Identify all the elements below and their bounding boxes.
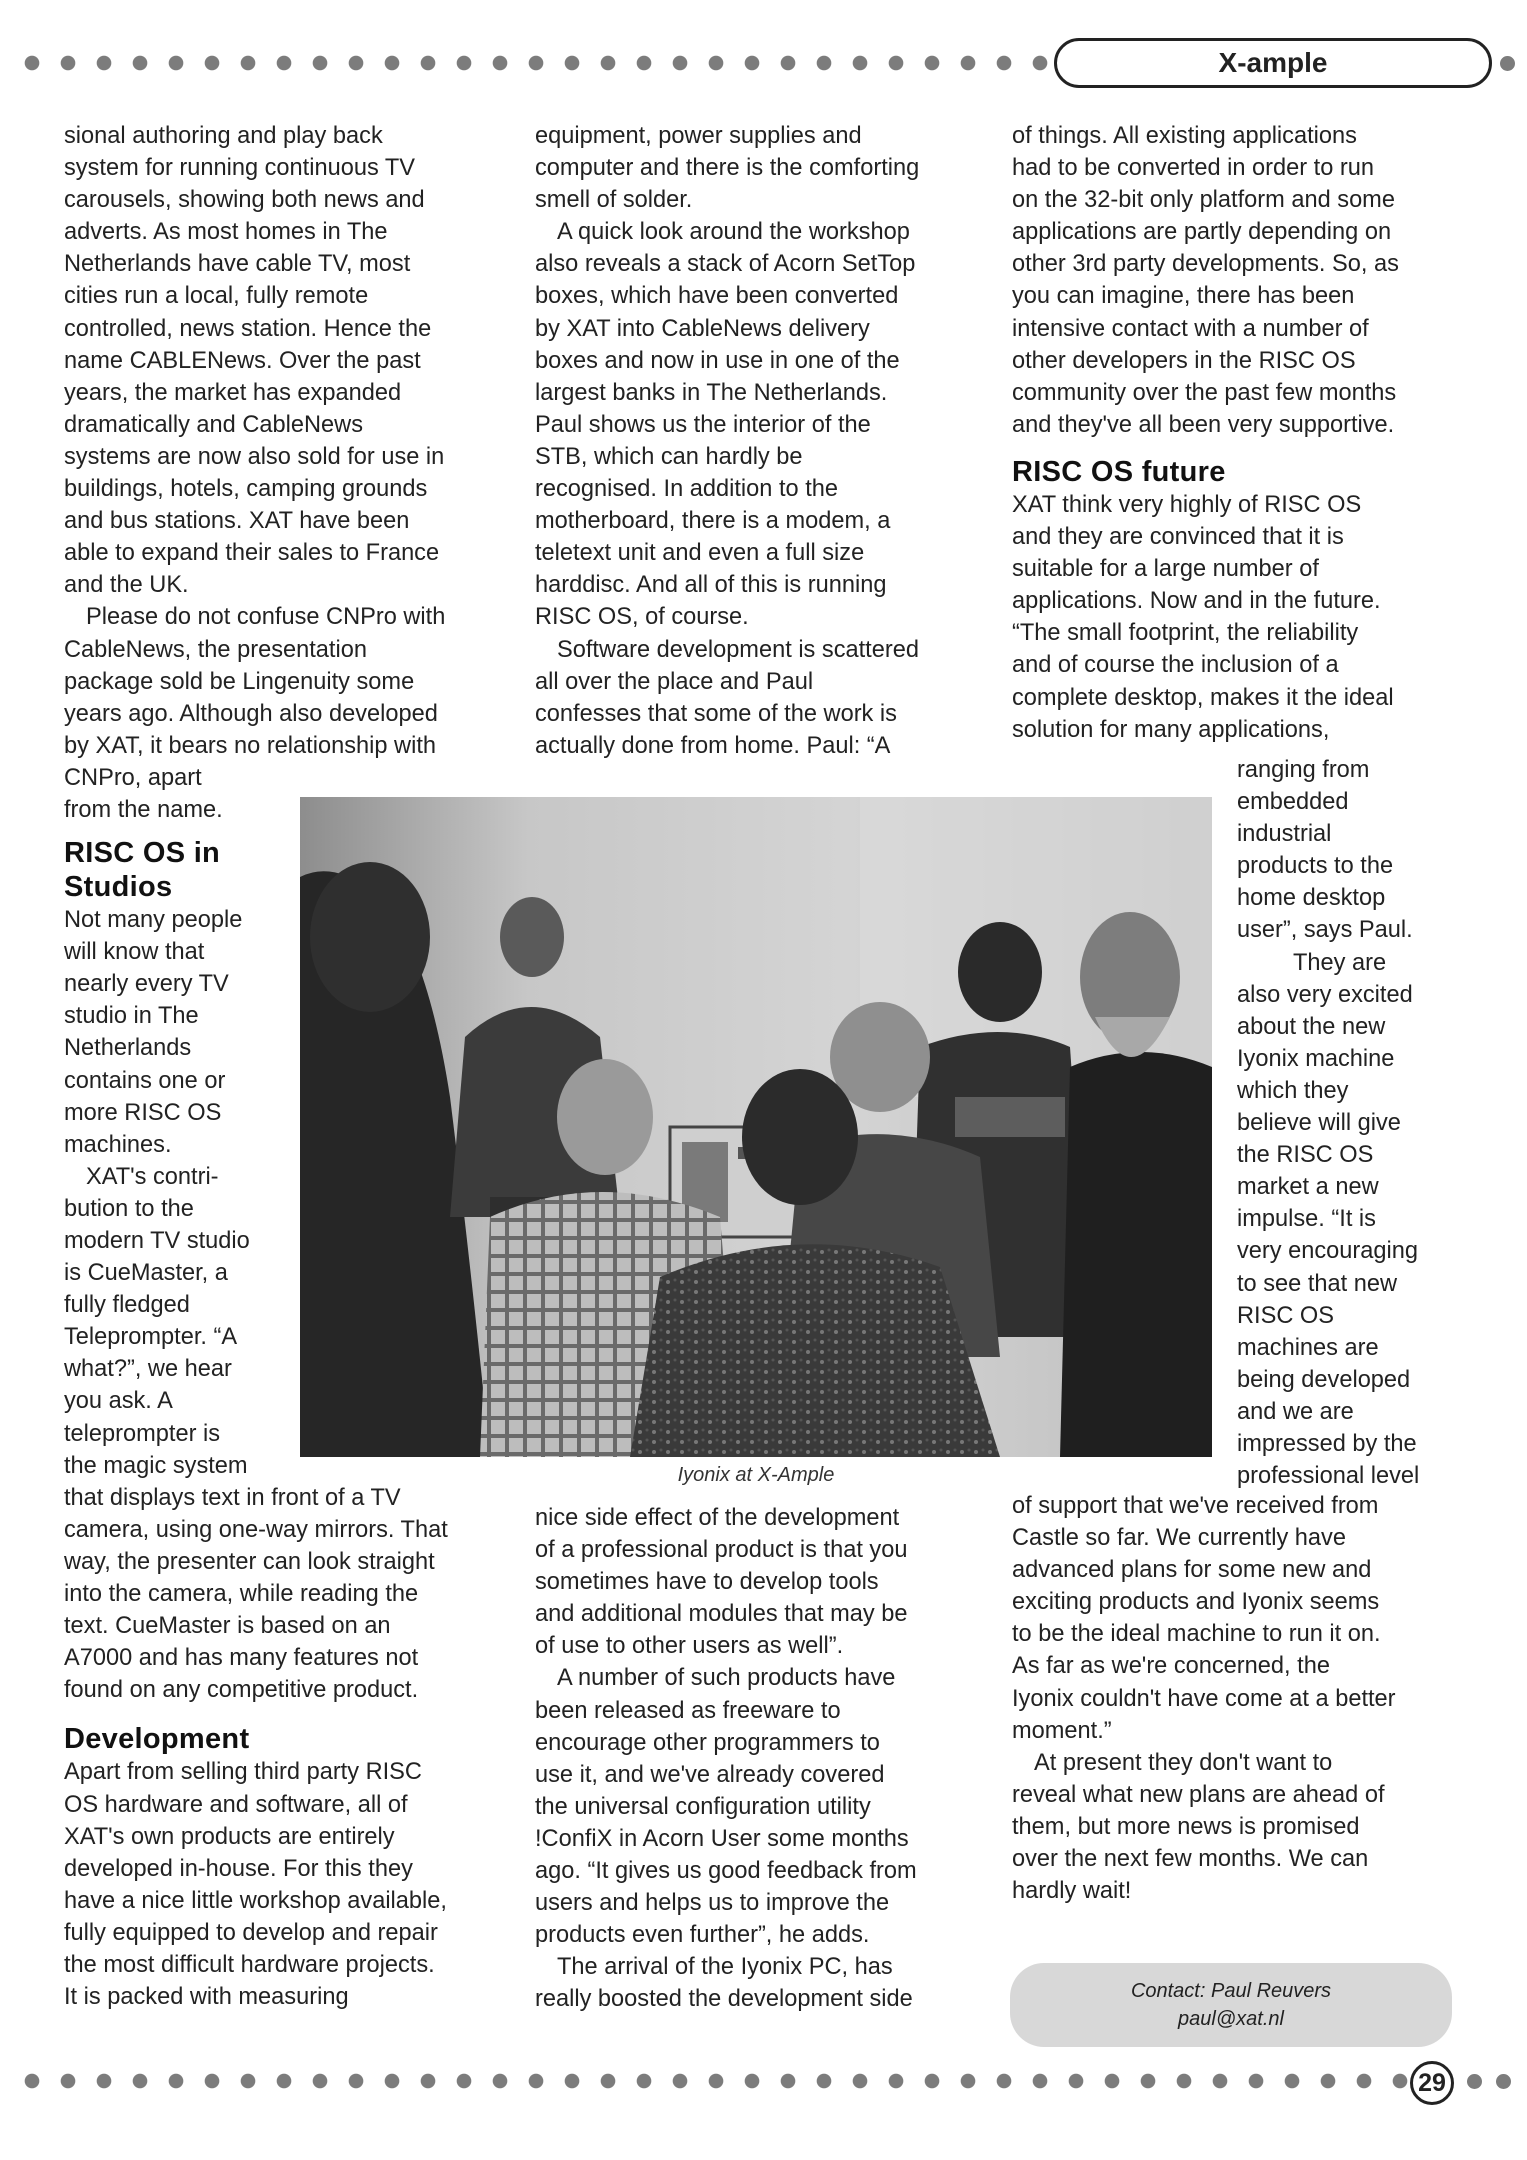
col3-narrow-b	[1237, 947, 1477, 1493]
text-line: and we are	[1237, 1398, 1354, 1425]
text-line: contains one or	[64, 1067, 226, 1094]
text-line: market a new	[1237, 1174, 1379, 1201]
text-line: believe will give	[1237, 1110, 1401, 1137]
col2-top	[535, 120, 995, 216]
text-line: user”, says Paul.	[1237, 917, 1413, 944]
text-line: into the camera, while reading the	[64, 1581, 419, 1608]
col1-development	[64, 1756, 500, 2013]
text-line: the magic system	[64, 1452, 248, 1479]
bottom-dot-rule	[14, 2071, 1414, 2091]
text-line: suitable for a large number of	[1012, 556, 1319, 583]
text-line: Castle so far. We currently have	[1012, 1525, 1346, 1552]
text-line: motherboard, there is a modem, a	[535, 508, 891, 535]
text-line: you can imagine, there has been	[1012, 283, 1355, 310]
heading-development: Development	[64, 1723, 250, 1756]
text-line: other 3rd party developments. So, as	[1012, 251, 1399, 278]
text-line: of support that we've received from	[1012, 1493, 1379, 1519]
text-line: by XAT into CableNews delivery	[535, 315, 870, 342]
text-line: impressed by the	[1237, 1430, 1417, 1457]
text-line: RISC OS	[1237, 1302, 1335, 1329]
text-line: hardly wait!	[1012, 1878, 1132, 1905]
text-line: teleprompter is	[64, 1420, 221, 1447]
text-line: Paul shows us the interior of the	[535, 411, 871, 438]
text-line: impulse. “It is	[1237, 1206, 1376, 1233]
text-line: industrial	[1237, 821, 1332, 848]
col1-confuse	[64, 601, 500, 826]
text-line: you ask. A	[64, 1388, 173, 1415]
text-line: RISC OS, of course.	[535, 604, 749, 631]
text-line: package sold be Lingenuity some	[64, 668, 415, 695]
text-line: Iyonix couldn't have come at a better	[1012, 1685, 1396, 1712]
bottom-dot-b	[1496, 2074, 1511, 2089]
text-line: teletext unit and even a full size	[535, 540, 865, 567]
text-line: sional authoring and play back	[64, 123, 383, 149]
text-line: products even further”, he adds.	[535, 1922, 870, 1949]
text-line: able to expand their sales to France	[64, 540, 440, 567]
text-line: found on any competitive product.	[64, 1677, 419, 1704]
photo	[300, 797, 1212, 1457]
col2-software	[535, 634, 995, 762]
text-line: largest banks in The Netherlands.	[535, 379, 888, 406]
workshop-photo	[300, 797, 1212, 1457]
text-line: the universal configuration utility	[535, 1793, 871, 1820]
text-line: Iyonix machine	[1237, 1045, 1395, 1072]
text-line: name CABLENews. Over the past	[64, 347, 421, 374]
text-line: users and helps us to improve the	[535, 1890, 890, 1917]
text-line: also reveals a stack of Acorn SetTop	[535, 251, 916, 278]
text-line: nice side effect of the development	[535, 1505, 900, 1531]
text-line: smell of solder.	[535, 187, 693, 214]
text-line: Netherlands have cable TV, most	[64, 251, 411, 278]
column-3-narrow	[1237, 754, 1477, 1492]
text-line: They are	[1293, 949, 1387, 976]
text-line: actually done from home. Paul: “A	[535, 732, 891, 759]
text-line: systems are now also sold for use in	[64, 443, 445, 470]
bottom-dot-a	[1467, 2074, 1482, 2089]
text-line: CableNews, the presentation	[64, 636, 367, 663]
text-line: which they	[1237, 1077, 1349, 1104]
text-line: that displays text in front of a TV	[64, 1484, 401, 1511]
text-line: OS hardware and software, all of	[64, 1791, 408, 1818]
text-line: harddisc. And all of this is running	[535, 572, 887, 599]
text-line: is CueMaster, a	[64, 1260, 228, 1287]
text-line: Studios	[64, 871, 173, 904]
text-line: nearly every TV	[64, 971, 229, 998]
text-line: A number of such products have	[557, 1665, 896, 1692]
text-line: bution to the	[64, 1195, 194, 1222]
text-line: encourage other programmers to	[535, 1729, 880, 1756]
text-line: products to the	[1237, 853, 1394, 880]
photo-caption: Iyonix at X-Ample	[677, 1464, 835, 1486]
text-line: studio in The	[64, 1003, 199, 1030]
section-header: X-ample	[1054, 38, 1492, 88]
text-line: of use to other users as well”.	[535, 1633, 844, 1660]
text-line: sometimes have to develop tools	[535, 1569, 879, 1596]
column-3-top	[1012, 120, 1472, 746]
text-line: years, the market has expanded	[64, 379, 402, 406]
text-line: professional level	[1237, 1463, 1420, 1490]
text-line: embedded	[1237, 789, 1349, 816]
text-line: A7000 and has many features not	[64, 1645, 419, 1672]
text-line: and of course the inclusion of a	[1012, 652, 1339, 679]
text-line: also very excited	[1237, 981, 1413, 1008]
text-line: applications. Now and in the future.	[1012, 588, 1381, 615]
text-line: dramatically and CableNews	[64, 411, 363, 438]
text-line: carousels, showing both news and	[64, 187, 425, 214]
text-line: over the next few months. We can	[1012, 1846, 1369, 1873]
col3-present	[1012, 1747, 1472, 1907]
text-line: applications are partly depending on	[1012, 219, 1392, 246]
text-line: years ago. Although also developed	[64, 700, 438, 727]
text-line: way, the presenter can look straight	[64, 1548, 435, 1575]
text-line: other developers in the RISC OS	[1012, 347, 1356, 374]
text-line: reveal what new plans are ahead of	[1012, 1781, 1385, 1808]
text-line: The arrival of the Iyonix PC, has	[557, 1954, 893, 1981]
text-line: have a nice little workshop available,	[64, 1887, 447, 1914]
text-line: by XAT, it bears no relationship with	[64, 732, 437, 759]
text-line: !ConfiX in Acorn User some months	[535, 1825, 909, 1852]
text-line: developed in-house. For this they	[64, 1855, 413, 1882]
text-line: more RISC OS	[64, 1099, 222, 1126]
text-line: all over the place and Paul	[535, 668, 814, 695]
text-line: machines.	[64, 1131, 172, 1158]
text-line: exciting products and Iyonix seems	[1012, 1589, 1380, 1616]
text-line: Netherlands	[64, 1035, 192, 1062]
text-line: community over the past few months	[1012, 379, 1397, 406]
col2-workshop	[535, 216, 995, 633]
text-line: machines are	[1237, 1334, 1379, 1361]
page-number: 29	[1410, 2061, 1454, 2105]
text-line: intensive contact with a number of	[1012, 315, 1369, 342]
text-line: boxes and now in use in one of the	[535, 347, 900, 374]
text-line: and additional modules that may be	[535, 1601, 908, 1628]
text-line: computer and there is the comforting	[535, 155, 920, 182]
text-line: them, but more news is promised	[1012, 1813, 1360, 1840]
text-line: and the UK.	[64, 572, 189, 599]
text-line: XAT's own products are entirely	[64, 1823, 395, 1850]
text-line: A quick look around the workshop	[557, 219, 910, 246]
text-line: As far as we're concerned, the	[1012, 1653, 1330, 1680]
col2-arrival	[535, 1951, 995, 2015]
text-line: Teleprompter. “A	[64, 1324, 238, 1351]
text-line: ago. “It gives us good feedback from	[535, 1858, 917, 1885]
text-line: really boosted the development side	[535, 1986, 913, 2013]
text-line: fully equipped to develop and repair	[64, 1919, 438, 1946]
text-line: solution for many applications,	[1012, 716, 1330, 743]
text-line: Not many people	[64, 907, 243, 934]
text-line: will know that	[64, 939, 205, 966]
text-line: ranging from	[1237, 757, 1370, 783]
contact-email: paul@xat.nl	[1178, 2008, 1284, 2030]
column-2-bottom	[535, 1502, 995, 2016]
text-line: advanced plans for some new and	[1012, 1557, 1372, 1584]
contact-box	[1010, 1963, 1452, 2047]
text-line: buildings, hotels, camping grounds	[64, 476, 428, 503]
text-line: text. CueMaster is based on an	[64, 1613, 391, 1640]
text-line: confesses that some of the work is	[535, 700, 897, 727]
text-line: very encouraging	[1237, 1238, 1418, 1265]
text-line: about the new	[1237, 1013, 1386, 1040]
col3-support	[1012, 1490, 1472, 1747]
col2-side-effect	[535, 1502, 995, 1662]
text-line: XAT think very highly of RISC OS	[1012, 491, 1362, 518]
text-line: STB, which can hardly be	[535, 443, 803, 470]
text-line: and they are convinced that it is	[1012, 524, 1344, 551]
col2-products	[535, 1662, 995, 1951]
text-line: system for running continuous TV	[64, 155, 416, 182]
text-line: camera, using one-way mirrors. That	[64, 1516, 448, 1543]
col3-narrow-a	[1237, 754, 1477, 947]
text-line: CNPro, apart	[64, 764, 202, 791]
text-line: It is packed with measuring	[64, 1984, 349, 2011]
text-line: had to be converted in order to run	[1012, 155, 1375, 182]
text-line: RISC OS in	[64, 837, 221, 870]
top-dot-rule	[14, 53, 1054, 73]
text-line: recognised. In addition to the	[535, 476, 838, 503]
text-line: home desktop	[1237, 885, 1386, 912]
contact-name: Contact: Paul Reuvers	[1130, 1980, 1332, 2002]
text-line: being developed	[1237, 1366, 1411, 1393]
text-line: XAT's contri-	[86, 1163, 219, 1190]
top-end-dot	[1500, 56, 1515, 71]
text-line: cities run a local, fully remote	[64, 283, 369, 310]
text-line: complete desktop, makes it the ideal	[1012, 684, 1394, 711]
text-line: “The small footprint, the reliability	[1012, 620, 1359, 647]
col3-top	[1012, 120, 1472, 441]
text-line: of a professional product is that you	[535, 1537, 908, 1564]
text-line: of things. All existing applications	[1012, 123, 1357, 149]
column-2-top	[535, 120, 995, 762]
text-line: use it, and we've already covered	[535, 1761, 885, 1788]
text-line: moment.”	[1012, 1717, 1112, 1744]
column-3-bottom	[1012, 1490, 1472, 1907]
col1-intro	[64, 120, 500, 601]
text-line: the RISC OS	[1237, 1142, 1374, 1169]
text-line: Please do not confuse CNPro with	[86, 604, 446, 631]
text-line: Apart from selling third party RISC	[64, 1759, 422, 1786]
text-line: controlled, news station. Hence the	[64, 315, 432, 342]
text-line: on the 32-bit only platform and some	[1012, 187, 1395, 214]
text-line: and bus stations. XAT have been	[64, 508, 410, 535]
col3-future	[1012, 489, 1472, 746]
text-line: boxes, which have been converted	[535, 283, 899, 310]
text-line: adverts. As most homes in The	[64, 219, 388, 246]
text-line: to see that new	[1237, 1270, 1398, 1297]
text-line: fully fledged	[64, 1292, 190, 1319]
text-line: what?”, we hear	[64, 1356, 232, 1383]
text-line: equipment, power supplies and	[535, 123, 862, 149]
text-line: and they've all been very supportive.	[1012, 411, 1395, 438]
text-line: the most difficult hardware projects.	[64, 1951, 435, 1978]
text-line: to be the ideal machine to run it on.	[1012, 1621, 1381, 1648]
text-line: At present they don't want to	[1034, 1749, 1333, 1776]
text-line: from the name.	[64, 796, 223, 823]
text-line: been released as freeware to	[535, 1697, 841, 1724]
heading-risc-os-future: RISC OS future	[1012, 455, 1226, 488]
text-line: Software development is scattered	[557, 636, 919, 663]
text-line: modern TV studio	[64, 1228, 250, 1254]
